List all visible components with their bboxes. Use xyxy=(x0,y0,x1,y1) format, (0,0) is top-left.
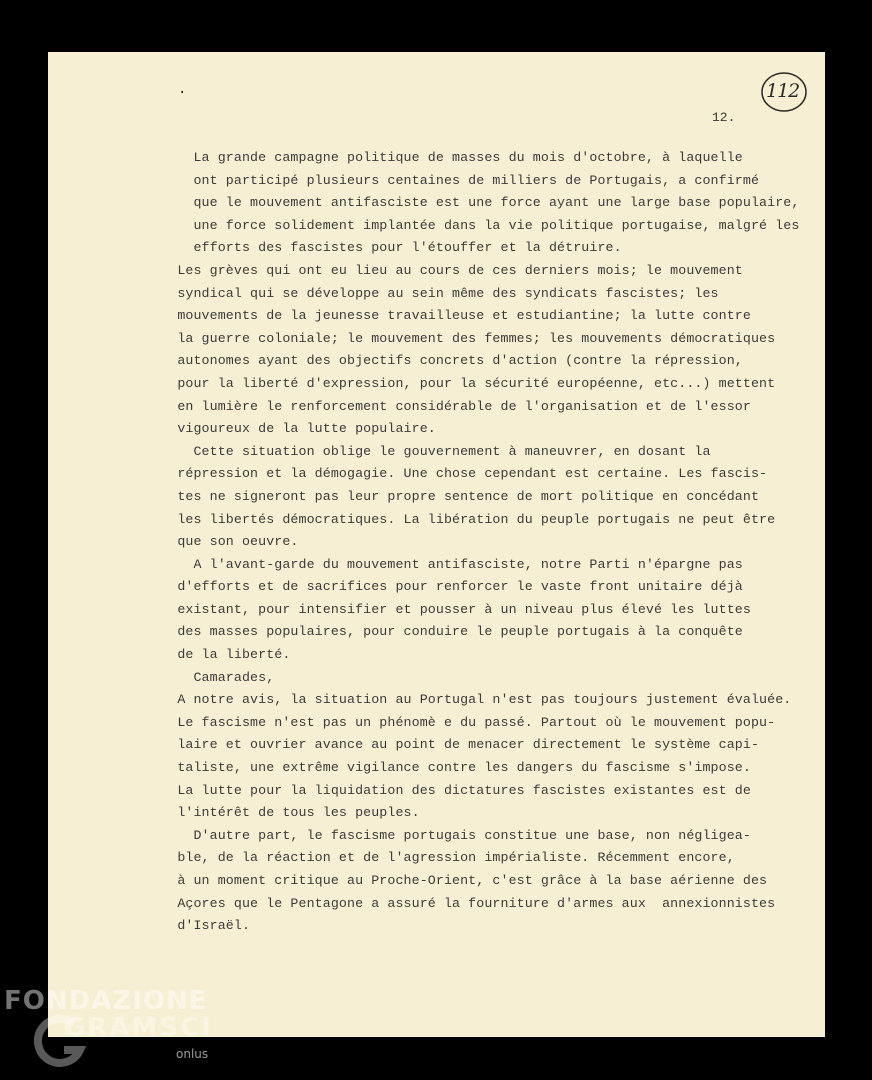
typed-text-body xyxy=(145,147,811,938)
text-line: Camarades, xyxy=(145,669,275,685)
text-line: de la liberté. xyxy=(145,647,291,663)
watermark-onlus: onlus xyxy=(176,1047,209,1061)
watermark-fondazione: FONDAZIONE xyxy=(4,986,208,1016)
text-line: vigoureux de la lutte populaire. xyxy=(145,421,436,437)
text-line: l'intérêt de tous les peuples. xyxy=(145,805,420,821)
text-line: la guerre coloniale; le mouvement des femmes; les mouvements démocratiques xyxy=(145,330,776,346)
text-line: pour la liberté d'expression, pour la sécurité européenne, etc...) mettent xyxy=(145,375,776,391)
text-line: A notre avis, la situation au Portugal n'est pas toujours justement évaluée. xyxy=(145,692,792,708)
text-line: D'autre part, le fascisme portugais constitue une base, non négligea- xyxy=(145,827,751,843)
text-line: existant, pour intensifier et pousser à un niveau plus élevé les luttes xyxy=(145,601,751,617)
text-line: en lumière le renforcement considérable de l'organisation et de l'essor xyxy=(145,398,751,414)
text-line: d'Israël. xyxy=(145,918,251,934)
text-line: autonomes ayant des objectifs concrets d'action (contre la répression, xyxy=(145,353,743,369)
text-line: La lutte pour la liquidation des dictatures fascistes existantes est de xyxy=(145,782,751,798)
text-line: ont participé plusieurs centaines de milliers de Portugais, a confirmé xyxy=(145,172,760,188)
text-line: Açores que le Pentagone a assuré la fourniture d'armes aux annexionnistes xyxy=(145,895,776,911)
watermark-gramsci: GRAMSCI xyxy=(64,1013,213,1043)
text-line: ble, de la réaction et de l'agression impérialiste. Récemment encore, xyxy=(145,850,735,866)
text-line: une force solidement implantée dans la vie politique portugaise, malgré les xyxy=(145,217,800,233)
text-line: Cette situation oblige le gouvernement à maneuvrer, en dosant la xyxy=(145,443,711,459)
stamp-number: 112 xyxy=(766,80,800,102)
text-line: taliste, une extrême vigilance contre les dangers du fascisme s'impose. xyxy=(145,760,751,776)
document-page xyxy=(48,52,825,1037)
text-line: La grande campagne politique de masses du mois d'octobre, à laquelle xyxy=(145,150,743,165)
ink-mark: . xyxy=(178,82,187,98)
text-line: d'efforts et de sacrifices pour renforcer le vaste front unitaire déjà xyxy=(145,579,743,595)
text-line: à un moment critique au Proche-Orient, c'est grâce à la base aérienne des xyxy=(145,873,768,888)
page-number: 12. xyxy=(712,110,736,125)
text-line: Les grèves qui ont eu lieu au cours de ces derniers mois; le mouvement xyxy=(145,262,743,278)
text-line: tes ne signeront pas leur propre sentence de mort politique en concédant xyxy=(145,488,760,504)
text-line: répression et la démogagie. Une chose cependant est certaine. Les fascis- xyxy=(145,466,768,482)
text-line: que le mouvement antifasciste est une force ayant une large base populaire, xyxy=(145,195,800,211)
text-line: mouvements de la jeunesse travailleuse et estudiantine; la lutte contre xyxy=(145,308,751,324)
text-line: des masses populaires, pour conduire le peuple portugais à la conquête xyxy=(145,624,743,640)
text-line: laire et ouvrier avance au point de menacer directement le système capi- xyxy=(145,737,760,753)
text-line: A l'avant-garde du mouvement antifasciste, notre Parti n'épargne pas xyxy=(145,556,743,572)
text-line: syndical qui se développe au sein même des syndicats fascistes; les xyxy=(145,285,719,301)
text-line: les libertés démocratiques. La libération du peuple portugais ne peut être xyxy=(145,511,776,527)
text-line: efforts des fascistes pour l'étouffer et la détruire. xyxy=(145,240,622,256)
text-line: que son oeuvre. xyxy=(145,534,299,550)
text-line: Le fascisme n'est pas un phénomè e du passé. Partout où le mouvement popu- xyxy=(145,714,776,730)
